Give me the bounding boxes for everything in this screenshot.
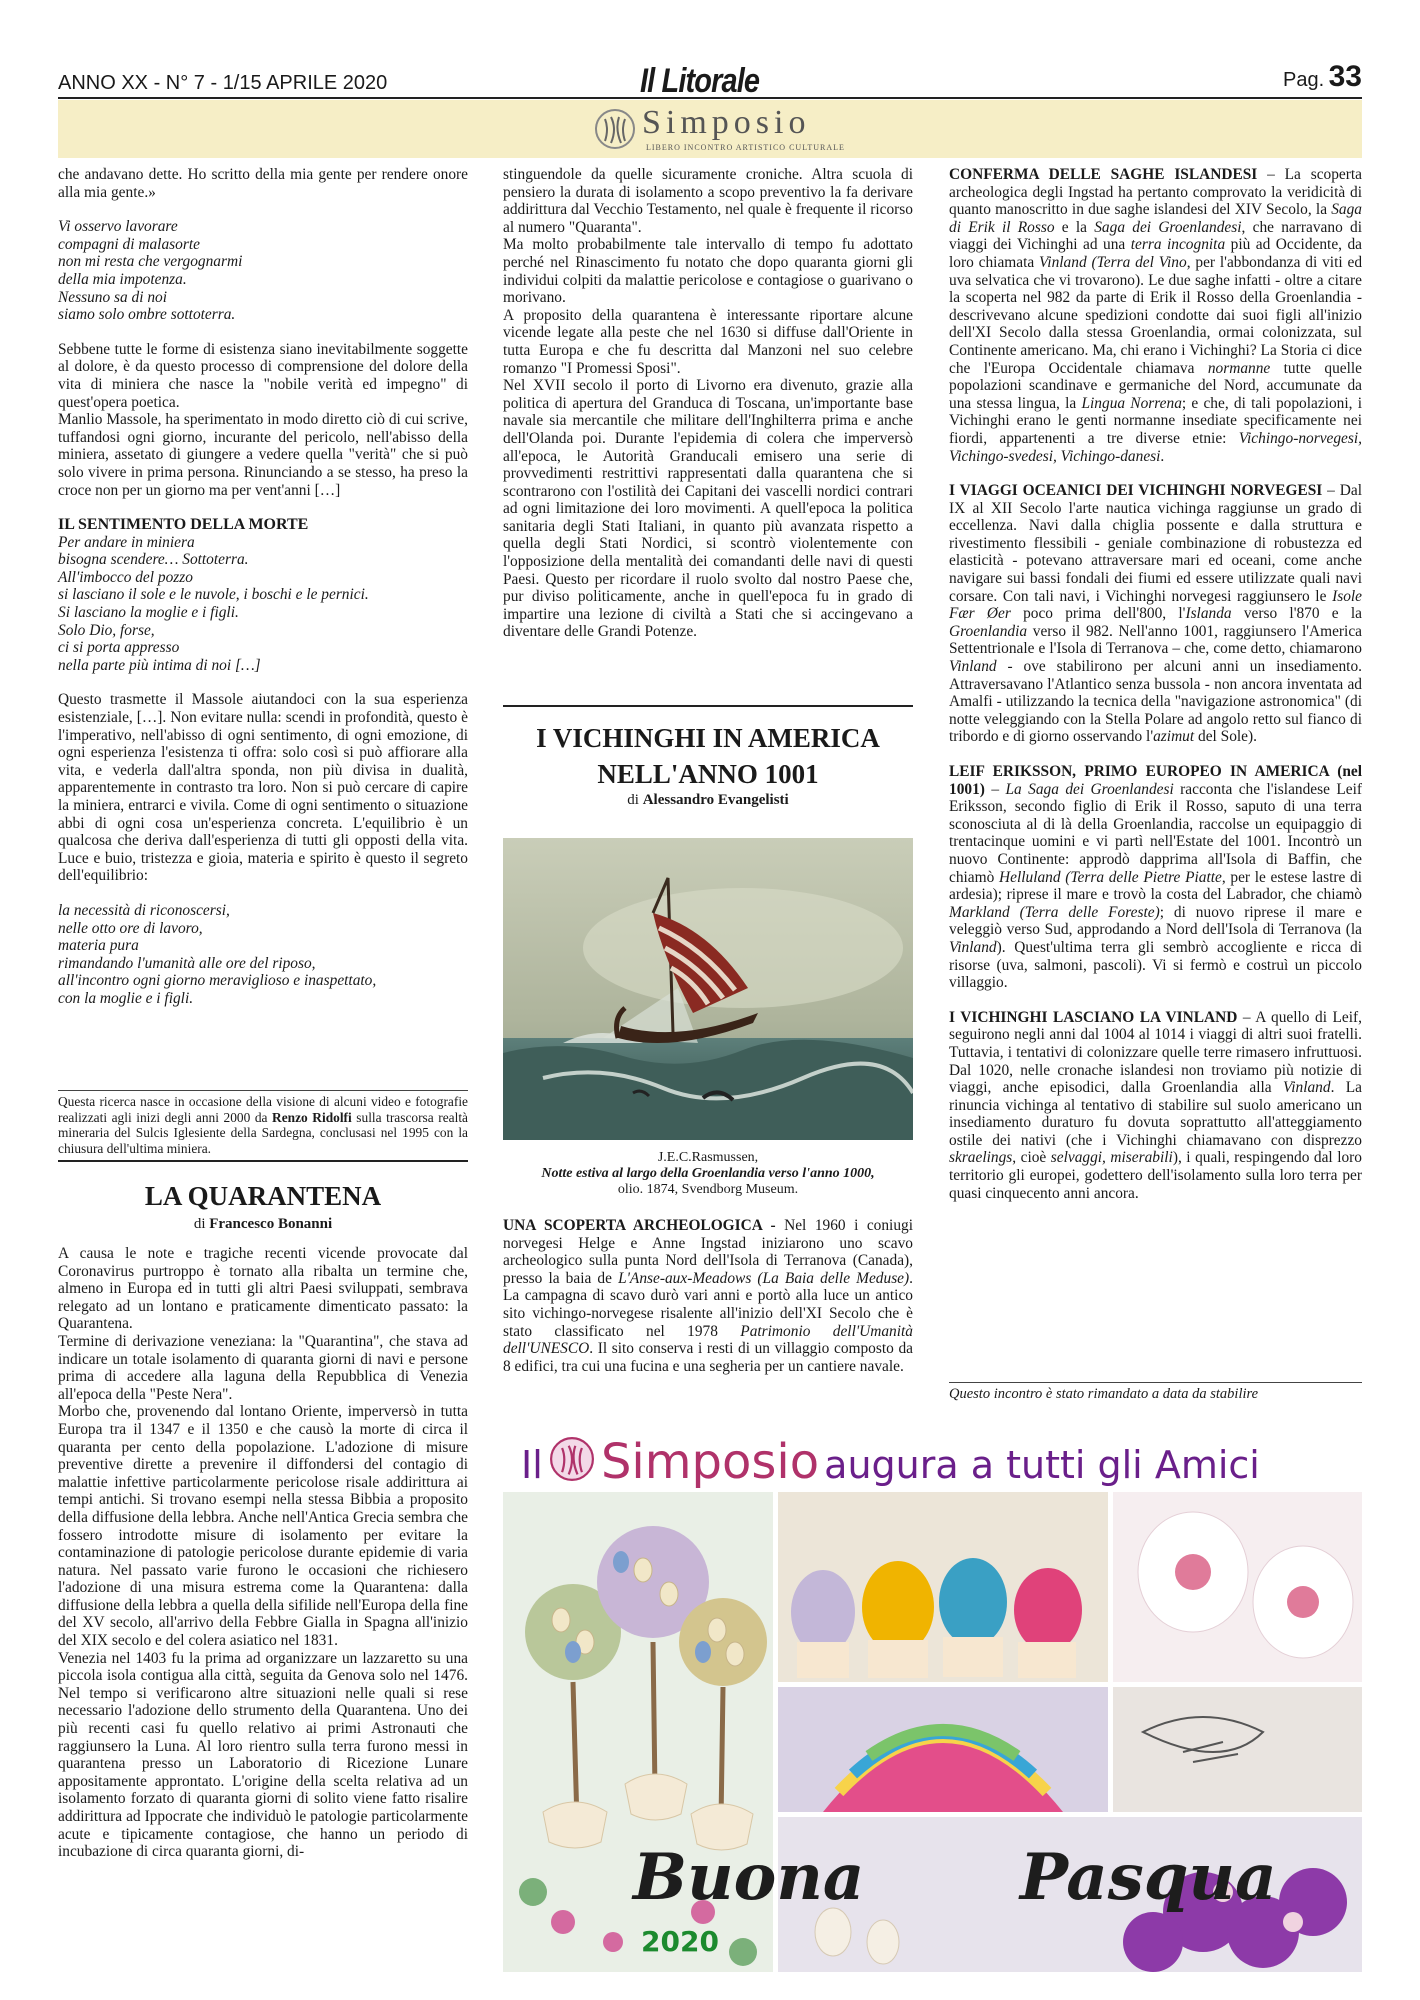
text-run: Helluland (Terra delle Pietre Piatte <box>999 868 1222 886</box>
scoperta-section <box>503 1217 913 1375</box>
article-title-line-1: I VICHINGHI IN AMERICA <box>536 723 880 753</box>
poem-line: nelle otto ore di lavoro, <box>58 919 203 937</box>
paragraph: Sebbene tutte le forme di esistenza siano inevitabilmente soggette al dolore, è da questo processo di comprensione del dolore della vita di miniera che nasce la "nobile verità ed impegno" di quest'opera poetica. <box>58 340 468 411</box>
page-number-value: 33 <box>1328 60 1362 93</box>
paragraph <box>949 1009 1362 1203</box>
text-run: ). Quest'ultima terra gli sembrò accogliente e ricca di risorse (uva, salmoni, pascoli). Vi si fermò e costruì un piccolo villaggio. <box>949 938 1362 992</box>
ad-buona-pasqua <box>633 1840 1277 1915</box>
text-run: Markland (Terra delle Foreste) <box>949 903 1160 921</box>
text-run: selvaggi, miserabili <box>1050 1149 1173 1167</box>
text-run: Vichingo-norvegesi, Vichingo-svedesi, Vichingo-danesi <box>949 429 1362 465</box>
text-run: ; e che, di tali popolazioni, i Vichinghi erano le genti normanne insediate specificamente nei fiordi, appartenenti a tre diverse etnie: <box>949 394 1362 447</box>
text-run: – La scoperta archeologica degli Ingstad ha pertanto comprovato la veridicità di quanto manoscritto in due saghe islandesi del XIV Secolo, la <box>949 166 1362 219</box>
text-run: Vinland <box>949 658 997 676</box>
text-run: – A quello di Leif, seguirono negli anni dal 1004 al 1014 i viaggi di altri suoi fratelli. Tuttavia, i tentativi di colonizzare quelle terre rimasero infruttuosi. Dal 1020, nelle cronache islandesi non troviamo più notizie di viaggi, anche episodici, dalla Groenlandia alla <box>949 1008 1362 1097</box>
poem-line: Solo Dio, forse, <box>58 621 155 639</box>
section-lead: CONFERMA DELLE SAGHE ISLANDESI <box>949 166 1258 183</box>
paragraph: stinguendole da quelle sicuramente croniche. Altra scuola di pensiero la durata di isolamento a scopo preventivo la fa derivare addirittura dal Vecchio Testamento, nel quale è frequente il ricorso al numero "Quaranta". <box>503 166 913 236</box>
viking-ship-painting <box>503 838 913 1140</box>
byline-prefix: di <box>627 792 643 808</box>
text-run: Lingua Norrena <box>1081 394 1182 412</box>
text-run: – Dal IX al XII Secolo l'arte nautica vichinga raggiunse un grado di eccellenza. Navi dalla chiglia possente e dalla struttura e rivestimento flessibili - geniale combinazione di robustezza ed elasticità - potevano attraversare mari ed oceani, come anche navigare sui bassi fondali dei fiumi ed essere utilizzate quali navi corsare. Con tali navi, i Vichinghi norvegesi raggiunsero le <box>949 482 1362 605</box>
column-1 <box>58 166 468 1008</box>
text-run: ; di nuovo riprese il mare e veleggiò verso Sud, approdando a Nord dell'Isola di Terranova (la <box>949 903 1362 939</box>
poem-line: si lasciano il sole e le nuvole, i boschi e le pernici. <box>58 586 369 604</box>
research-note <box>58 1094 468 1156</box>
text-run: poco prima dell'800, l' <box>1010 605 1186 623</box>
masthead: Il Litorale <box>640 62 760 100</box>
paragraph: Venezia nel 1403 fu la prima ad organizzare un lazzaretto su una piccola isola contigua alla città, seguita da Genova solo nel 1476. Nel tempo si verificarono altre situazioni nelle quali si rese necessario l'adozione dello strumento della Quarantena. Uno dei più recenti casi fu quello relativo ai primi Astronauti che raggiunsero la Luna. Al loro rientro sulla terra furono messi in quarantena presso un Laboratorio di Ricezione Lunare appositamente approntato. L'origine della scelta relativa ad un isolamento forzato di quaranta giorni di solito viene fatto risalire addirittura ad Ippocrate che individuò le patologie particolarmente acute e tipicamente contagiose, che hanno un periodo di incubazione di circa quaranta giorni, di- <box>58 1649 468 1861</box>
paragraph: Questo trasmette il Massole aiutandoci con la sua esperienza esistenziale, […]. Non evitare nulla: scendi in profondità, questo è l'imperativo, nell'abisso di ogni sentimento, di ogni emozione, di ogni esperienza l'esistenza ti offra: solo così si può affiorare alla vita, e vederla dall'altra sponda, non più divisa in dualità, apparentemente in contrasto tra loro. Non si può cercare di capire la miniera, entrarci e vivila. Come di ogni sentimento o situazione abbi di ogni cosa un'esperienza concreta. L'equilibrio è un qualcosa che deriva dall'esperienza di tutti gli opposti della vita. Luce e buio, tristezza e gioia, materia e spirito è questo il segreto dell'equilibrio: <box>58 691 468 885</box>
text-run: Isole Fær Øer <box>949 587 1362 623</box>
paragraph <box>503 1217 913 1375</box>
text-run: azimut <box>1153 728 1195 746</box>
article-byline <box>58 1216 468 1233</box>
note-author: Renzo Ridolfi <box>272 1109 352 1125</box>
poem-line: la necessità di riconoscersi, <box>58 901 230 919</box>
paragraph: Nel XVII secolo il porto di Livorno era divenuto, grazie alla politica di apertura del Granduca di Toscana, un'importante base navale sia mercantile che militare dell'Inghilterra prima e anche dell'Olanda poi. Durante l'epidemia di colera che imperversò all'epoca, le Autorità Granducali emisero una serie di provvedimenti restrittivi rappresentati dalla quarantena che si scontrarono con l'ostilità dei Capitani dei vascelli nordici contrari ad ogni limitazione dei loro movimenti. A quell'epoca la politica sanitaria degli Stati Italiani, in quanto più avanzata rispetto a quella degli Stati Nordici, si scontrò violentemente con l'opposizione della mentalità dei comandanti delle navi di questi Paesi. Questo per ricordare il ruolo svolto dal nostro Paese che, pur diviso politicamente, anche in quell'epoca fu in grado di impartire una lezione di civiltà a Stati che si accingevano a diventare delle Grandi Potenze. <box>503 377 913 641</box>
note-text: Questa ricerca nasce in occasione della visione di alcuni video e fotografie realizzati agli inizi degli anni 2000 da <box>58 1094 468 1125</box>
text-run: L'Anse-aux-Meadows (La Baia delle Meduse) <box>618 1269 910 1287</box>
article-byline <box>503 792 913 809</box>
poem-line: della mia impotenza. <box>58 270 187 288</box>
poem-line: siamo solo ombre sottoterra. <box>58 306 236 324</box>
text-run: tutte quelle popolazioni scandinave e germaniche del Nord, accumunate da una stessa lingua, la <box>949 359 1362 412</box>
column-3 <box>949 166 1362 1202</box>
ad-greeting: augura a tutti gli Amici <box>824 1443 1260 1487</box>
poem-line: all'incontro ogni giorno meraviglioso e inaspettato, <box>58 972 377 990</box>
banner-title: Simposio <box>642 104 811 141</box>
ad-year: 2020 <box>641 1925 719 1958</box>
text-run: Vinland (Terra del Vino <box>1039 253 1187 271</box>
text-run: Nel 1960 i coniugi norvegesi Helge e Anne Ingstad iniziarono uno scavo archeologico sulla punta Nord dell'Isola di Terranova (Canada), presso la baia de <box>503 1217 913 1287</box>
paragraph: Ma molto probabilmente tale intervallo di tempo fu adottato perché nel Rinascimento fu notato che dopo quaranta giorni gli individui colpiti da malattie pericolose e contagiose o guarivano o morivano. <box>503 236 913 307</box>
paragraph: Manlio Massole, ha sperimentato in modo diretto ciò di cui scrive, tuffandosi ogni giorno, incurante del pericolo, nell'abisso della miniera, assetato di giungere a vedere quella "verità" che si può solo vivere in prima persona. Rinunciando a se stesso, ha preso la croce non per un giorno ma per vent'anni […] <box>58 411 468 499</box>
poem-line: rimandando l'umanità alle ore del riposo, <box>58 954 316 972</box>
ad-simposio: Simposio <box>600 1434 820 1490</box>
poem-line: non mi resta che vergognarmi <box>58 253 243 271</box>
article-title-line-2: NELL'ANNO 1001 <box>597 759 819 789</box>
text-run: . La rinuncia vichinga al tentativo di stabilire sul suolo americano un insediamento duraturo fu dovuta soprattutto all'atteggiamento ostile dei nativi (che i Vichinghi chiamavano con disprezzo <box>949 1079 1363 1149</box>
vichinghi-article <box>503 720 913 809</box>
text-run: . La campagna di scavo durò vari anni e portò alla luce un antico sito vichingo-norvegese risalente all'inizio dell'XI Secolo che è stato classificato nel 1978 <box>503 1269 913 1340</box>
text-run: e la <box>1054 218 1095 236</box>
text-run: verso l'870 e la <box>1231 605 1362 623</box>
text-run: più ad Occidente, da loro chiamata <box>949 236 1363 271</box>
byline-author: Alessandro Evangelisti <box>642 792 789 808</box>
text-run: . <box>1160 447 1165 465</box>
poem-line: ci si porta appresso <box>58 639 180 657</box>
poem-line: nella parte più intima di noi […] <box>58 656 261 674</box>
column-2 <box>503 166 913 641</box>
paragraph: Morbo che, provenendo dal lontano Oriente, imperversò in tutta Europa tra il 1347 e il 1350 e che causò la morte di circa il quaranta per cento della popolazione. L'adozione di misure preventive dirette a prevenire il diffondersi del contagio di malattie infettive particolarmente pericolose risale addirittura ai tempi antichi. Si trovano esempi nella stessa Bibbia a proposito della diffusione della lebbra. Anche nell'Antica Grecia sembra che fossero introdotte misure di isolamento per evitare la contaminazione di patologie pericolose durante epidemie di varia natura. Nel passato varie furono le occasioni che richiesero l'adozione di una misura estrema come la Quarantena: dalla diffusione della lebbra a quella della sifilide nell'Europa della fine del XV secolo, all'arrivo della Febbre Gialla in Spagna all'inizio del XIX secolo e del colera asiatico nel 1831. <box>58 1403 468 1650</box>
quarantena-article <box>58 1180 468 1861</box>
poem-line: compagni di malasorte <box>58 235 200 253</box>
text-run: skraelings <box>949 1149 1013 1167</box>
text-run: del Sole). <box>1194 728 1257 746</box>
ad-il: Il <box>521 1443 543 1487</box>
text-run: racconta che l'islandese Leif Eriksson, secondo figlio di Erik il Rosso, saputo di una terra sconosciuta al di là della Groenlandia, raccolse un equipaggio di trentacinque uomini e vi partì nell'Estate del 1001. Incontrò un nuovo Continente: approdò dapprima all'Isola di Baffin, che chiamò <box>949 780 1362 886</box>
text-run: , per le estese lastre di ardesia); riprese il mare e trovò la costa del Labrador, che chiamò <box>949 868 1362 904</box>
section-lead: I VIAGGI OCEANICI DEI VICHINGHI NORVEGESI <box>949 482 1323 500</box>
text-run: verso il 982. Nell'anno 1001, raggiunsero l'America Settentrionale e l'Isola di Terranova – che, come detto, chiamarono <box>949 622 1362 658</box>
poem-2 <box>58 534 468 675</box>
paragraph: A proposito della quarantena è interessante riportare alcune vicende legate alla peste che nel 1630 si diffuse dall'Oriente in tutta Europa e che fu descritta dal Manzoni nel suo celebre romanzo "I Promessi Sposi". <box>503 306 913 377</box>
text-run: Vinland <box>949 938 997 956</box>
byline-author: Francesco Bonanni <box>209 1216 333 1232</box>
poem-1 <box>58 218 468 324</box>
poem-line: bisogna scendere… Sottoterra. <box>58 551 249 569</box>
simposio-logo-icon <box>595 107 635 151</box>
text-run: Saga dei Groenlandesi <box>1094 218 1242 236</box>
postponed-note: Questo incontro è stato rimandato a data da stabilire <box>949 1386 1259 1402</box>
text-run: Patrimonio dell'Umanità dell'UNESCO <box>503 1322 913 1358</box>
text-run: normanne <box>1207 359 1271 377</box>
page-number <box>1283 60 1362 94</box>
caption-author: J.E.C.Rasmussen, <box>657 1150 759 1165</box>
banner-tagline: LIBERO INCONTRO ARTISTICO CULTURALE <box>646 143 845 152</box>
text-run: Islanda <box>1185 605 1232 623</box>
note-text: sulla trascorsa realtà mineraria del Sulcis Iglesiente della Sardegna, conclusasi nel 1995 con la chiusura dell'ultima miniera. <box>58 1109 468 1156</box>
text-run: terra incognita <box>1130 236 1226 254</box>
poem-line: Vi osservo lavorare <box>58 218 178 236</box>
paragraph <box>949 482 1362 746</box>
text-run: Groenlandia <box>949 622 1028 640</box>
text-run: , cioè <box>1012 1149 1051 1167</box>
intro-text: che andavano dette. Ho scritto della mia gente per rendere onore alla mia gente.» <box>58 166 468 201</box>
byline-prefix: di <box>193 1216 210 1232</box>
poem-line: All'imbocco del pozzo <box>58 568 193 586</box>
poem-line: Nessuno sa di noi <box>58 288 168 306</box>
article-title: LA QUARANTENA <box>144 1181 382 1211</box>
text-run: – <box>984 780 1006 798</box>
text-run: Vinland <box>1282 1079 1331 1097</box>
easter-ad <box>503 1430 1362 1972</box>
paragraph: A causa le note e tragiche recenti vicende provocate dal Coronavirus purtroppo è tornato alla ribalta un termine che, almeno in Europa ed in tutti gli altri Paesi sviluppati, sembrava relegato ad un lontano e praticamente dimenticato passato: la Quarantena. <box>58 1245 468 1333</box>
section-lead: UNA SCOPERTA ARCHEOLOGICA - <box>503 1217 785 1234</box>
ad-buona: Buona <box>633 1840 865 1915</box>
simposio-logo-icon <box>550 1434 594 1484</box>
paragraph: Termine di derivazione veneziana: la "Quarantina", che stava ad indicare un totale isolamento di quaranta giorni di navi e persone prima di accedere alla laguna della Repubblica di Venezia all'epoca della "Peste Nera". <box>58 1332 468 1403</box>
text-run: Saga di Erik il Rosso <box>949 201 1362 236</box>
page-label: Pag. <box>1283 69 1325 91</box>
caption-details: olio. 1874, Svendborg Museum. <box>617 1182 799 1197</box>
section-lead: I VICHINGHI LASCIANO LA VINLAND <box>949 1008 1238 1026</box>
text-run: , per l'abbondanza di viti ed uva selvatica che vi trovarono). Le due saghe infatti - oltre a citare la scoperta nel 982 da parte di Erik il Rosso della Groenlandia - descrivevano alcune spedizioni condotte dai suoi figli all'inizio dell'XI Secolo dalla stessa Groenlandia, ormai colonizzata, sul Continente americano. Ma, chi erano i Vichinghi? La Storia ci dice che l'Europa Occidentale chiamava <box>949 253 1363 377</box>
simposio-banner <box>58 100 1362 158</box>
poem-line: materia pura <box>58 937 139 955</box>
paragraph <box>949 166 1362 465</box>
section-heading: IL SENTIMENTO DELLA MORTE <box>58 516 309 534</box>
poem-line: Si lasciano la moglie e i figli. <box>58 604 239 622</box>
poem-line: con la moglie e i figli. <box>58 989 194 1007</box>
poem-line: Per andare in miniera <box>58 533 195 551</box>
paragraph <box>949 763 1362 992</box>
issue-line: ANNO XX - N° 7 - 1/15 APRILE 2020 <box>58 72 388 94</box>
ad-headline <box>521 1434 1260 1490</box>
poem-3 <box>58 902 468 1008</box>
text-run: ), i quali, respingendo dal loro territorio gli europei, godettero dell'isolamento sulla loro terra per quasi cinquecento anni ancora. <box>949 1149 1362 1202</box>
text-run: . Il sito conserva i resti di un villaggio composto da 8 edifici, tra cui una fucina e una segheria per un cantiere navale. <box>503 1340 913 1375</box>
painting-caption <box>503 1150 913 1198</box>
text-run: , che narravano di viaggi dei Vichinghi ad una <box>949 218 1362 254</box>
caption-title: Notte estiva al largo della Groenlandia verso l'anno 1000, <box>541 1166 875 1181</box>
text-run: - ove stabilirono per alcuni anni un insediamento. Attraversavano l'Atlantico senza bussola - non ancora inventata ad Amalfi - utilizzando la tecnica della "navigazione astronomica" (di notte veleggiando con la Stella Polare ad angolo retto sul fianco di tribordo e di giorno osservando l' <box>949 658 1362 746</box>
ad-pasqua: Pasqua <box>1019 1840 1277 1915</box>
section-lead: LEIF ERIKSSON, PRIMO EUROPEO IN AMERICA (nel 1001) <box>949 763 1362 798</box>
text-run: La Saga dei Groenlandesi <box>1005 780 1174 798</box>
